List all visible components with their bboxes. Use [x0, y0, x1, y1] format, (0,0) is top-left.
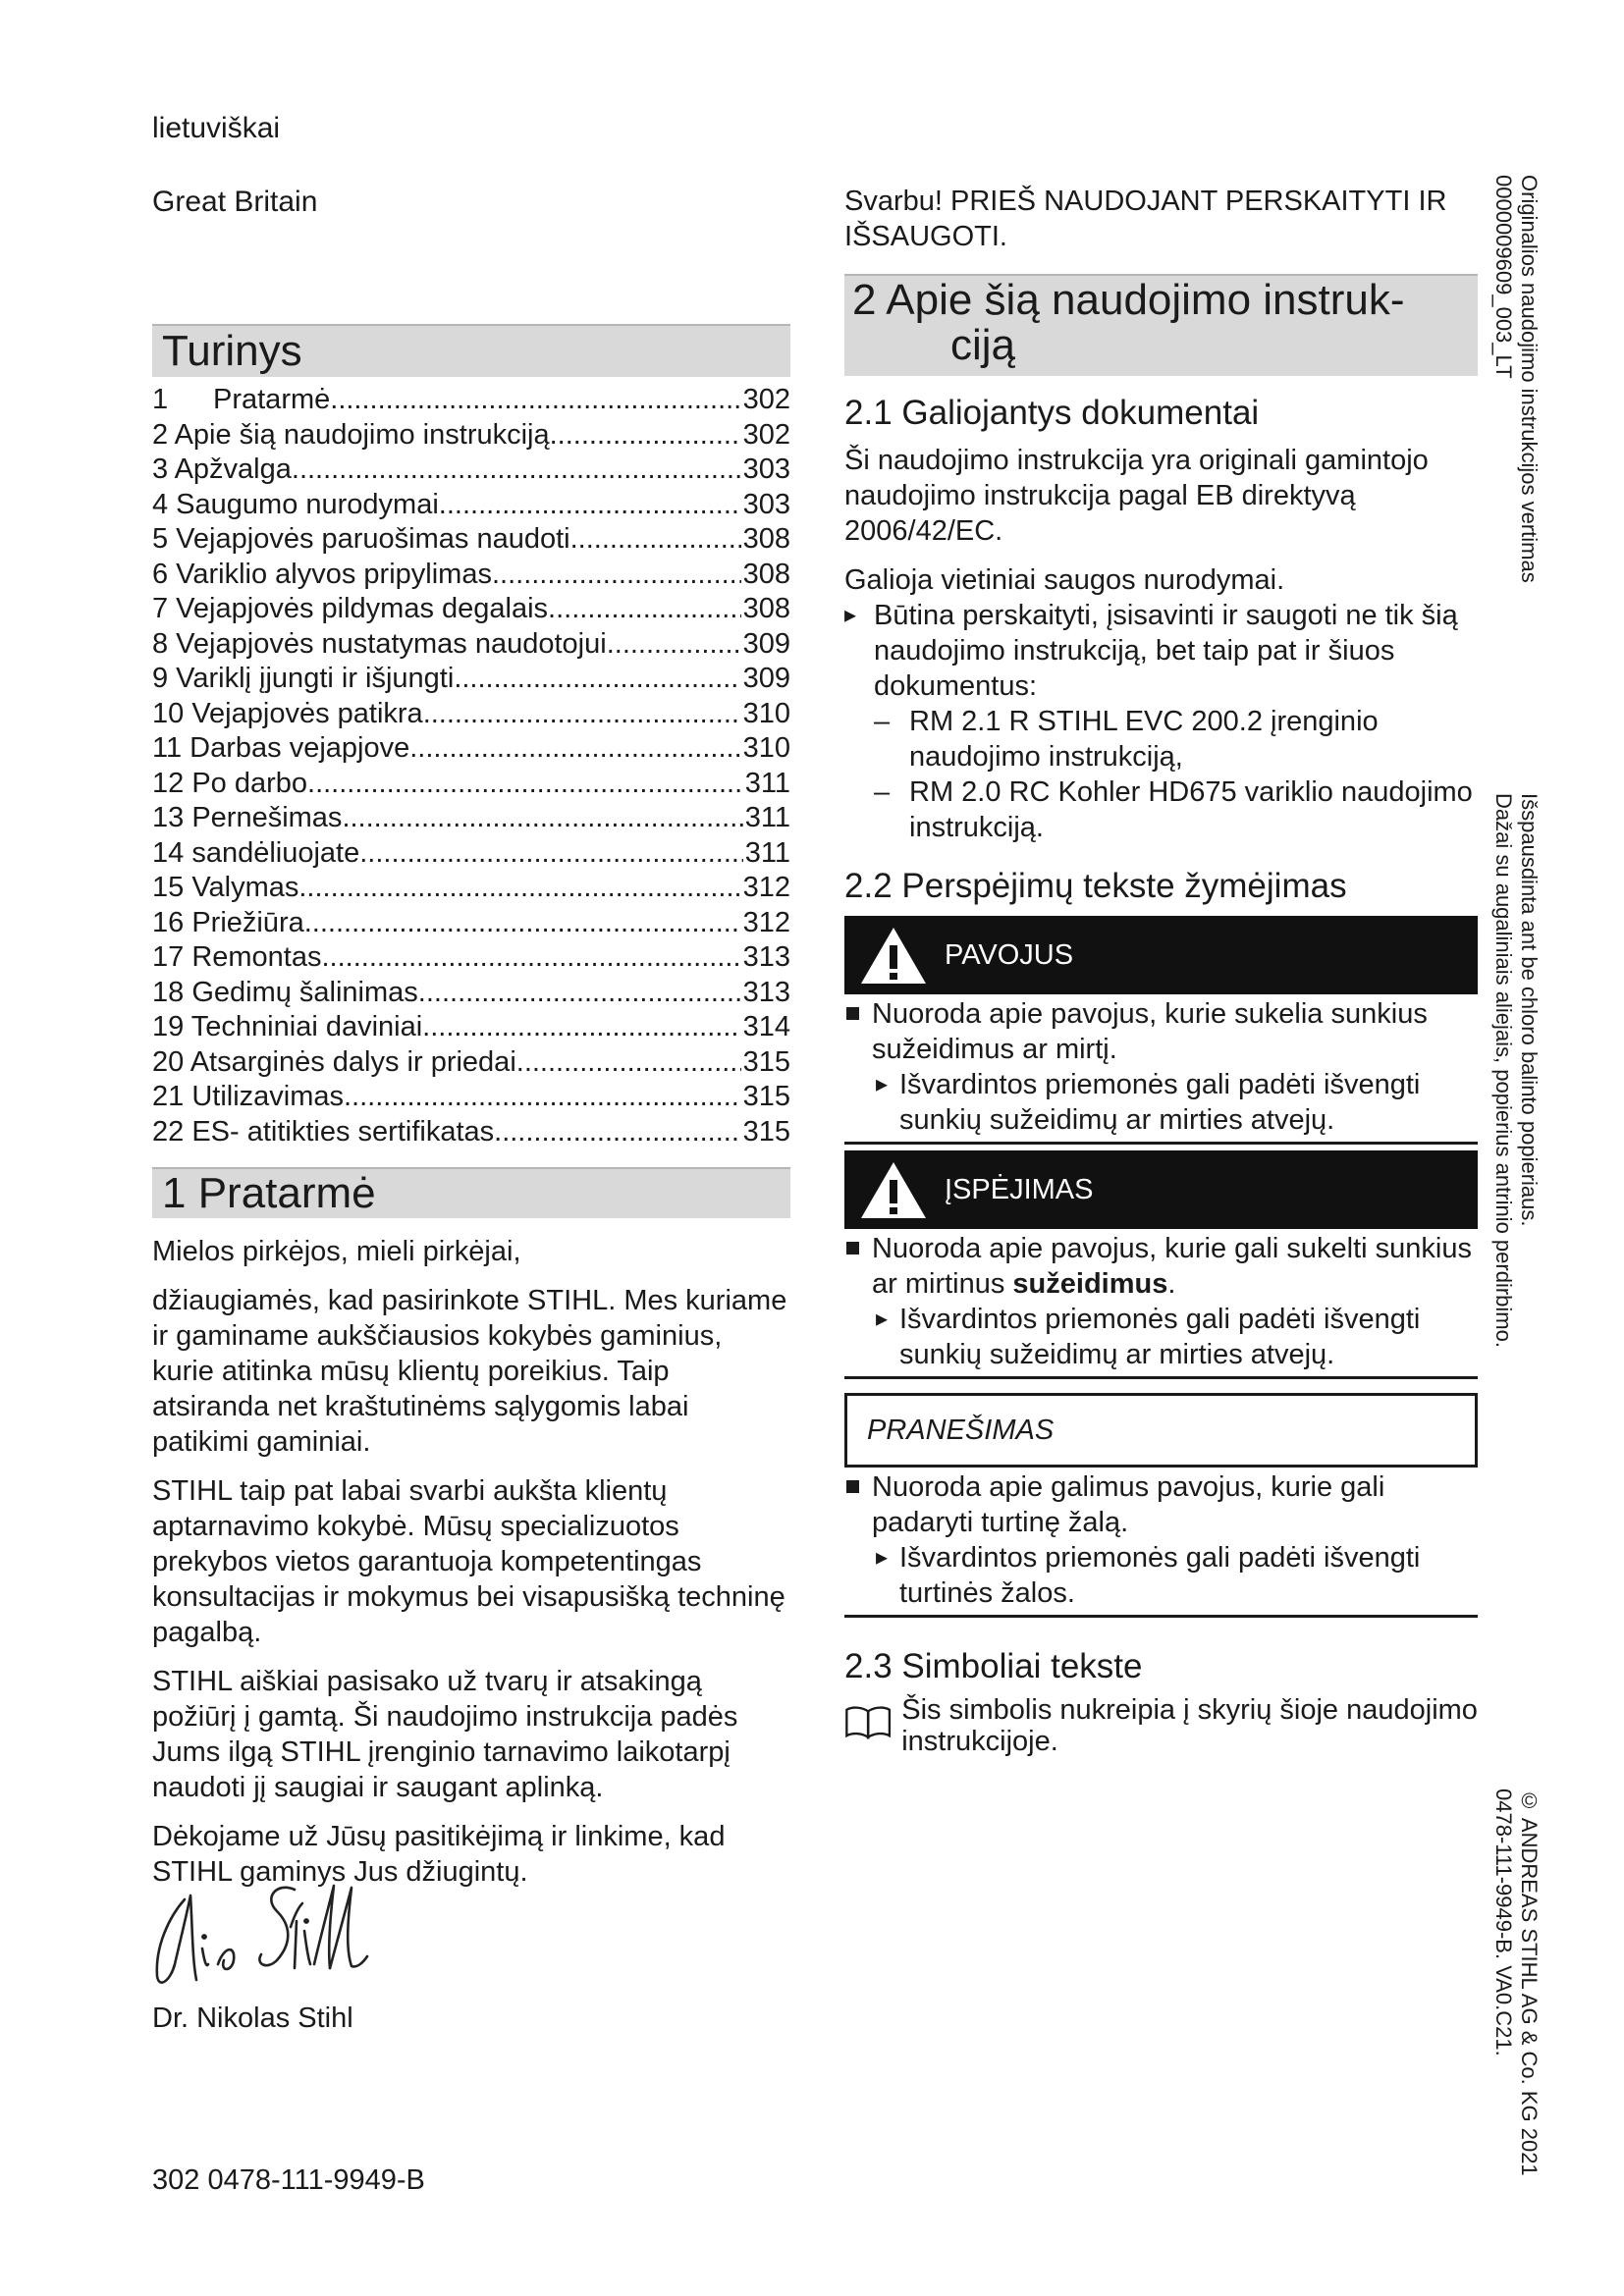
copyright-note-line-1: © ANDREAS STIHL AG & Co. KG 2021 [1517, 1789, 1542, 2176]
notice-label: PRANEŠIMAS [867, 1414, 1055, 1446]
toc-item [152, 697, 790, 732]
toc-item-title: 7 Vejapjovės pildymas degalais [152, 593, 549, 624]
section-2-2-heading: 2.2 Perspėjimų tekste žymėjimas [844, 867, 1347, 905]
toc-leader-dots [423, 697, 741, 732]
toc-item-title: 22 ES- atitikties sertifikatas [152, 1115, 495, 1148]
table-of-contents [152, 383, 790, 1149]
toc-leader-dots [494, 1115, 740, 1150]
section-2-1-paragraph-2: Galioja vietiniai saugos nurodymai. [844, 564, 1285, 596]
danger-banner [844, 916, 1478, 994]
toc-item-title: 3 Apžvalga [152, 454, 292, 485]
toc-item [152, 1010, 790, 1045]
toc-item [152, 940, 790, 976]
toc-heading: Turinys [152, 324, 790, 377]
warning-text-start: Nuoroda apie pavojus, kurie gali sukelti sunkius ar mirtinus [872, 1233, 1472, 1300]
left-column [152, 324, 790, 1890]
toc-item [152, 558, 790, 593]
toc-item-title: 5 Vejapjovės paruošimas naudoti [152, 523, 570, 555]
toc-item-page: 302 [742, 384, 790, 415]
foreword-paragraph-4: Dėkojame už Jūsų pasitikėjimą ir linkime, kad STIHL gaminys Jus džiugintų. [152, 1821, 726, 1888]
toc-item-page: 314 [742, 1011, 790, 1042]
toc-leader-dots [330, 383, 740, 418]
toc-item [152, 906, 790, 941]
toc-item-title: 12 Po darbo [152, 767, 308, 799]
foreword-heading: 1 Pratarmė [152, 1167, 790, 1218]
warning-banner [844, 1150, 1478, 1229]
section-2-heading-line-2: ciją [950, 321, 1016, 369]
toc-item [152, 453, 790, 488]
notice-measures: ▸ Išvardintos priemonės gali padėti išvengti turtinės žalos. [844, 1540, 1478, 1611]
toc-leader-dots [550, 418, 741, 454]
toc-item-title: 15 Valymas [152, 872, 299, 903]
toc-item-label: Pratarmė [213, 384, 331, 415]
toc-leader-dots [304, 906, 741, 941]
toc-item-title [152, 383, 330, 418]
section-2-1-bullet: ▸ Būtina perskaityti, įsisavinti ir saugoti ne tik šią naudojimo instrukciją, bet taip pat ir šiuos dokumentus: [844, 598, 1478, 704]
symbol-explanation-text: Šis simbolis nukreipia į skyrių šioje naudojimo instrukcijoje. [901, 1694, 1478, 1757]
toc-item-page: 302 [742, 418, 790, 451]
warning-triangle-icon [858, 1158, 929, 1221]
section-2-3-heading: 2.3 Simboliai tekste [844, 1647, 1143, 1685]
toc-leader-dots [454, 662, 740, 697]
toc-leader-dots [342, 801, 742, 836]
foreword-paragraph-3: STIHL aiškiai pasisako už tvarų ir atsakingą požiūrį į gamtą. Ši naudojimo instrukcija padės Jums ilgą STIHL įrenginio tarnavimo laikotarpį naudoti jį saugiai ir saugant aplinką. [152, 1666, 738, 1803]
section-2-1-document-2: – RM 2.0 RC Kohler HD675 variklio naudojimo instrukciją. [844, 774, 1478, 845]
foreword-paragraph-1: džiaugiamės, kad pasirinkote STIHL. Mes kuriame ir gaminame aukščiausios kokybės gaminius, kurie atitinka mūsų klientų poreikius. Taip atsiranda net kraštutinėms sąlygomis labai patikimi gaminiai. [152, 1285, 787, 1458]
toc-leader-dots [516, 1045, 741, 1081]
toc-item-title: 11 Darbas vejapjove [152, 732, 410, 764]
toc-item-page: 303 [742, 488, 790, 520]
toc-item-page: 310 [742, 697, 790, 729]
section-2-heading-line-1: 2 Apie šią naudojimo instruk- [852, 276, 1405, 324]
copyright-note-line-2: 0478-111-9949-B. VA0.C21. [1491, 1789, 1516, 2056]
toc-item-title: 2 Apie šią naudojimo instrukciją [152, 418, 550, 451]
danger-divider [844, 1142, 1478, 1145]
important-notice: Svarbu! PRIEŠ NAUDOJANT PERSKAITYTI IR IŠSAUGOTI. [844, 186, 1447, 252]
warning-triangle-icon [858, 924, 929, 987]
toc-leader-dots [344, 1080, 741, 1115]
toc-item-title: 10 Vejapjovės patikra [152, 697, 423, 729]
toc-item [152, 731, 790, 767]
warning-measures: ▸ Išvardintos priemonės gali padėti išvengti sunkių sužeidimų ar mirties atvejų. [844, 1302, 1478, 1372]
toc-item-page: 308 [742, 558, 790, 590]
toc-leader-dots [439, 488, 741, 523]
copyright-note [1490, 1789, 1542, 2176]
toc-leader-dots [307, 767, 743, 802]
toc-item-page: 315 [742, 1081, 790, 1112]
toc-item [152, 1045, 790, 1081]
foreword-greeting: Mielos pirkėjos, mieli pirkėjai, [152, 1236, 521, 1267]
toc-item [152, 627, 790, 663]
toc-item [152, 418, 790, 454]
toc-item-title: 9 Variklį įjungti ir išjungti [152, 663, 455, 694]
printing-note [1490, 793, 1542, 1348]
toc-item-page: 313 [742, 941, 790, 973]
toc-item-page: 309 [742, 627, 790, 660]
toc-item [152, 383, 790, 418]
toc-item-page: 311 [744, 836, 790, 869]
toc-leader-dots [548, 592, 741, 627]
toc-leader-dots [359, 836, 743, 872]
toc-item-page: 311 [744, 767, 790, 799]
toc-item-title: 17 Remontas [152, 941, 322, 973]
toc-item-title: 8 Vejapjovės nustatymas naudotojui [152, 627, 607, 660]
danger-description: Nuoroda apie pavojus, kurie sukelia sunkius sužeidimus ar mirtį. [844, 996, 1478, 1067]
toc-item-page: 303 [742, 454, 790, 485]
section-2-heading [844, 274, 1478, 376]
language-label: lietuviškai [152, 112, 281, 144]
toc-item-page: 308 [742, 523, 790, 555]
toc-item-title: 4 Saugumo nurodymai [152, 488, 439, 520]
page-footer: 302 0478-111-9949-B [152, 2164, 425, 2196]
warning-description [844, 1231, 1478, 1302]
toc-item-title: 20 Atsarginės dalys ir priedai [152, 1045, 516, 1078]
toc-leader-dots [292, 453, 741, 488]
notice-banner [844, 1393, 1478, 1468]
symbol-explanation [844, 1694, 1478, 1757]
country-label: Great Britain [152, 186, 318, 218]
toc-item [152, 767, 790, 802]
translation-note-line-2: 0000009609_003_LT [1491, 175, 1516, 379]
danger-measures: ▸ Išvardintos priemonės gali padėti išvengti sunkių sužeidimų ar mirties atvejų. [844, 1067, 1478, 1138]
notice-divider [844, 1615, 1478, 1618]
toc-item [152, 871, 790, 906]
toc-item-title: 19 Techniniai daviniai [152, 1011, 423, 1042]
signature-image [147, 1870, 373, 1998]
translation-note [1490, 175, 1542, 583]
toc-item-number: 1 [152, 384, 169, 415]
toc-item-page: 315 [742, 1115, 790, 1148]
printing-note-line-2: Dažai su augaliniais aliejais, popierius antrinio perdirbimo. [1491, 793, 1516, 1348]
danger-label: PAVOJUS [945, 938, 1074, 971]
toc-item [152, 976, 790, 1011]
toc-leader-dots [298, 871, 740, 906]
warning-text-end: . [1167, 1268, 1176, 1300]
toc-leader-dots [607, 627, 741, 663]
toc-item [152, 522, 790, 558]
translation-note-line-1: Originalios naudojimo instrukcijos vertimas [1517, 175, 1542, 583]
toc-leader-dots [570, 522, 741, 558]
toc-item [152, 1115, 790, 1150]
toc-item [152, 662, 790, 697]
toc-item-page: 309 [742, 663, 790, 694]
signer-name: Dr. Nikolas Stihl [152, 2002, 353, 2034]
warning-label: ĮSPĖJIMAS [945, 1173, 1094, 1205]
section-2-1-document-1: – RM 2.1 R STIHL EVC 200.2 įrenginio naudojimo instrukciją, [844, 704, 1478, 774]
toc-item-page: 315 [742, 1045, 790, 1078]
warning-divider [844, 1376, 1478, 1379]
toc-leader-dots [422, 1010, 740, 1045]
toc-item-page: 311 [744, 802, 790, 833]
toc-item-page: 313 [742, 976, 790, 1008]
section-2-1-heading: 2.1 Galiojantys dokumentai [844, 394, 1260, 432]
toc-item-title: 6 Variklio alyvos pripylimas [152, 558, 492, 590]
toc-item [152, 488, 790, 523]
toc-leader-dots [418, 976, 741, 1011]
warning-text-emphasis: sužeidimus [1012, 1268, 1168, 1300]
foreword-paragraph-2: STIHL taip pat labai svarbi aukšta klientų aptarnavimo kokybė. Mūsų specializuotos prekybos vietos garantuoja kompetentingas konsultacijas ir mokymus bei visapusišką techninę pagalbą. [152, 1475, 785, 1648]
toc-item-page: 312 [742, 906, 790, 938]
toc-item-page: 308 [742, 593, 790, 624]
toc-leader-dots [322, 940, 741, 976]
toc-item [152, 592, 790, 627]
right-column [844, 184, 1478, 1757]
toc-item-title: 21 Utilizavimas [152, 1081, 344, 1112]
toc-item-title: 16 Priežiūra [152, 906, 304, 938]
printing-note-line-1: Išspausdinta ant be chloro balinto popieriaus. [1517, 793, 1542, 1227]
toc-item-page: 310 [742, 732, 790, 764]
notice-description: Nuoroda apie galimus pavojus, kurie gali padaryti turtinę žalą. [844, 1469, 1478, 1540]
book-icon [844, 1700, 892, 1745]
toc-item-title: 13 Pernešimas [152, 802, 343, 833]
toc-item-title: 18 Gedimų šalinimas [152, 976, 418, 1008]
toc-item-page: 312 [742, 872, 790, 903]
section-2-1-paragraph-1: Ši naudojimo instrukcija yra originali gamintojo naudojimo instrukcija pagal EB direktyvą 2006/42/EC. [844, 445, 1429, 547]
toc-item [152, 836, 790, 872]
toc-item [152, 1080, 790, 1115]
toc-item-title: 14 sandėliuojate [152, 836, 360, 869]
toc-item [152, 801, 790, 836]
toc-leader-dots [492, 558, 741, 593]
toc-leader-dots [409, 731, 740, 767]
